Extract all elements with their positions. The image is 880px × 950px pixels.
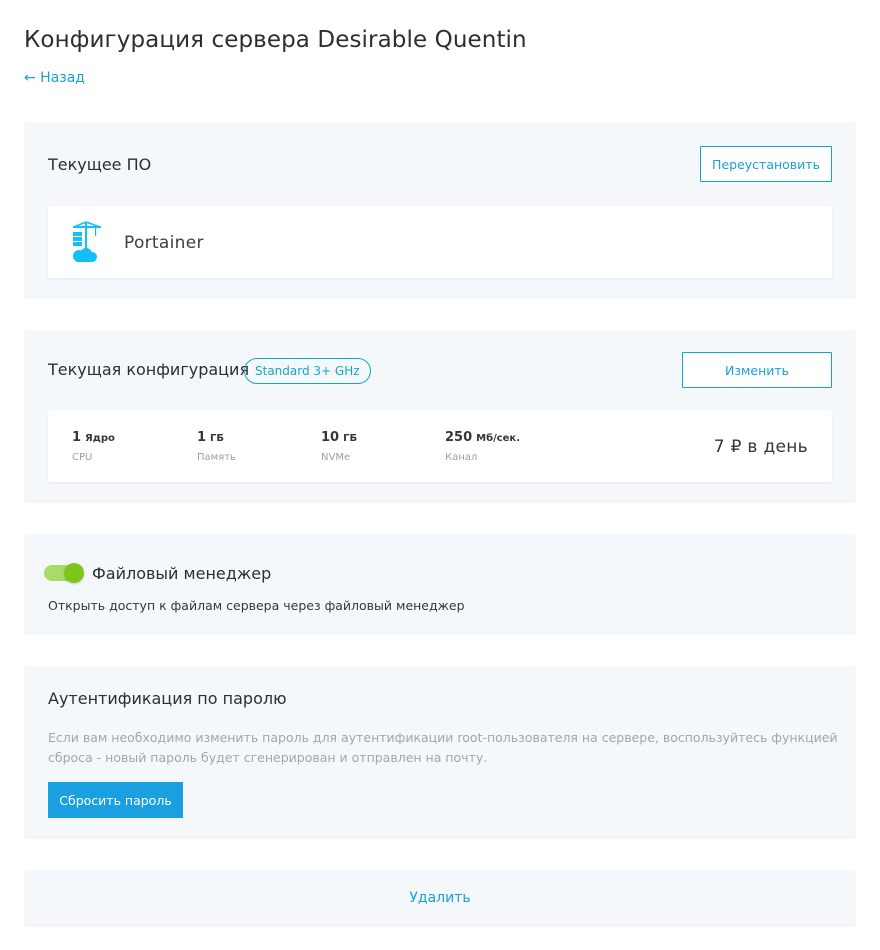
- reset-password-button[interactable]: Сбросить пароль: [48, 782, 183, 818]
- software-card: [24, 122, 856, 298]
- auth-card-title: Аутентификация по паролю: [48, 689, 287, 708]
- change-config-button[interactable]: Изменить: [682, 352, 832, 388]
- spec-memory-value: 1: [197, 430, 207, 445]
- page-title: Конфигурация сервера Desirable Quentin: [24, 27, 527, 53]
- spec-cpu-label: CPU: [72, 452, 93, 463]
- spec-disk-value: 10: [321, 430, 340, 445]
- file-manager-title: Файловый менеджер: [92, 564, 272, 583]
- spec-cpu-value: 1: [72, 430, 82, 445]
- auth-card: [24, 666, 856, 838]
- file-manager-card: [24, 534, 856, 634]
- software-card-title: Текущее ПО: [48, 155, 152, 174]
- software-item: [48, 206, 832, 278]
- reinstall-button[interactable]: Переустановить: [700, 146, 832, 182]
- spec-disk: [321, 430, 357, 463]
- price: 7 ₽ в день: [713, 437, 808, 457]
- plan-badge: Standard 3+ GHz: [244, 358, 371, 384]
- spec-bandwidth: [445, 430, 520, 463]
- spec-memory-unit: ГБ: [210, 433, 225, 444]
- spec-bandwidth-value: 250: [445, 430, 473, 445]
- file-manager-toggle[interactable]: [44, 565, 82, 581]
- spec-memory-label: Память: [197, 452, 236, 463]
- portainer-crane-icon: [70, 220, 104, 264]
- auth-description: Если вам необходимо изменить пароль для аутентификации root-пользователя на сервере, воспользуйтесь функцией сброса - новый пароль будет сгенерирован и отправлен на почту.: [48, 730, 838, 765]
- configuration-card-title: Текущая конфигурация: [48, 360, 250, 379]
- spec-disk-unit: ГБ: [343, 433, 358, 444]
- delete-label: Удалить: [409, 890, 471, 906]
- back-link[interactable]: ← Назад: [24, 70, 85, 86]
- configuration-card: [24, 330, 856, 502]
- file-manager-description: Открыть доступ к файлам сервера через файловый менеджер: [48, 598, 465, 613]
- software-name: Portainer: [124, 233, 204, 253]
- config-specs: [48, 410, 832, 482]
- spec-cpu: [72, 430, 115, 463]
- delete-button[interactable]: [24, 870, 856, 926]
- toggle-knob: [64, 563, 84, 583]
- spec-bandwidth-label: Канал: [445, 452, 478, 463]
- spec-bandwidth-unit: Мб/сек.: [476, 433, 521, 444]
- spec-disk-label: NVMe: [321, 452, 351, 463]
- spec-memory: [197, 430, 236, 463]
- spec-cpu-unit: Ядро: [85, 433, 115, 444]
